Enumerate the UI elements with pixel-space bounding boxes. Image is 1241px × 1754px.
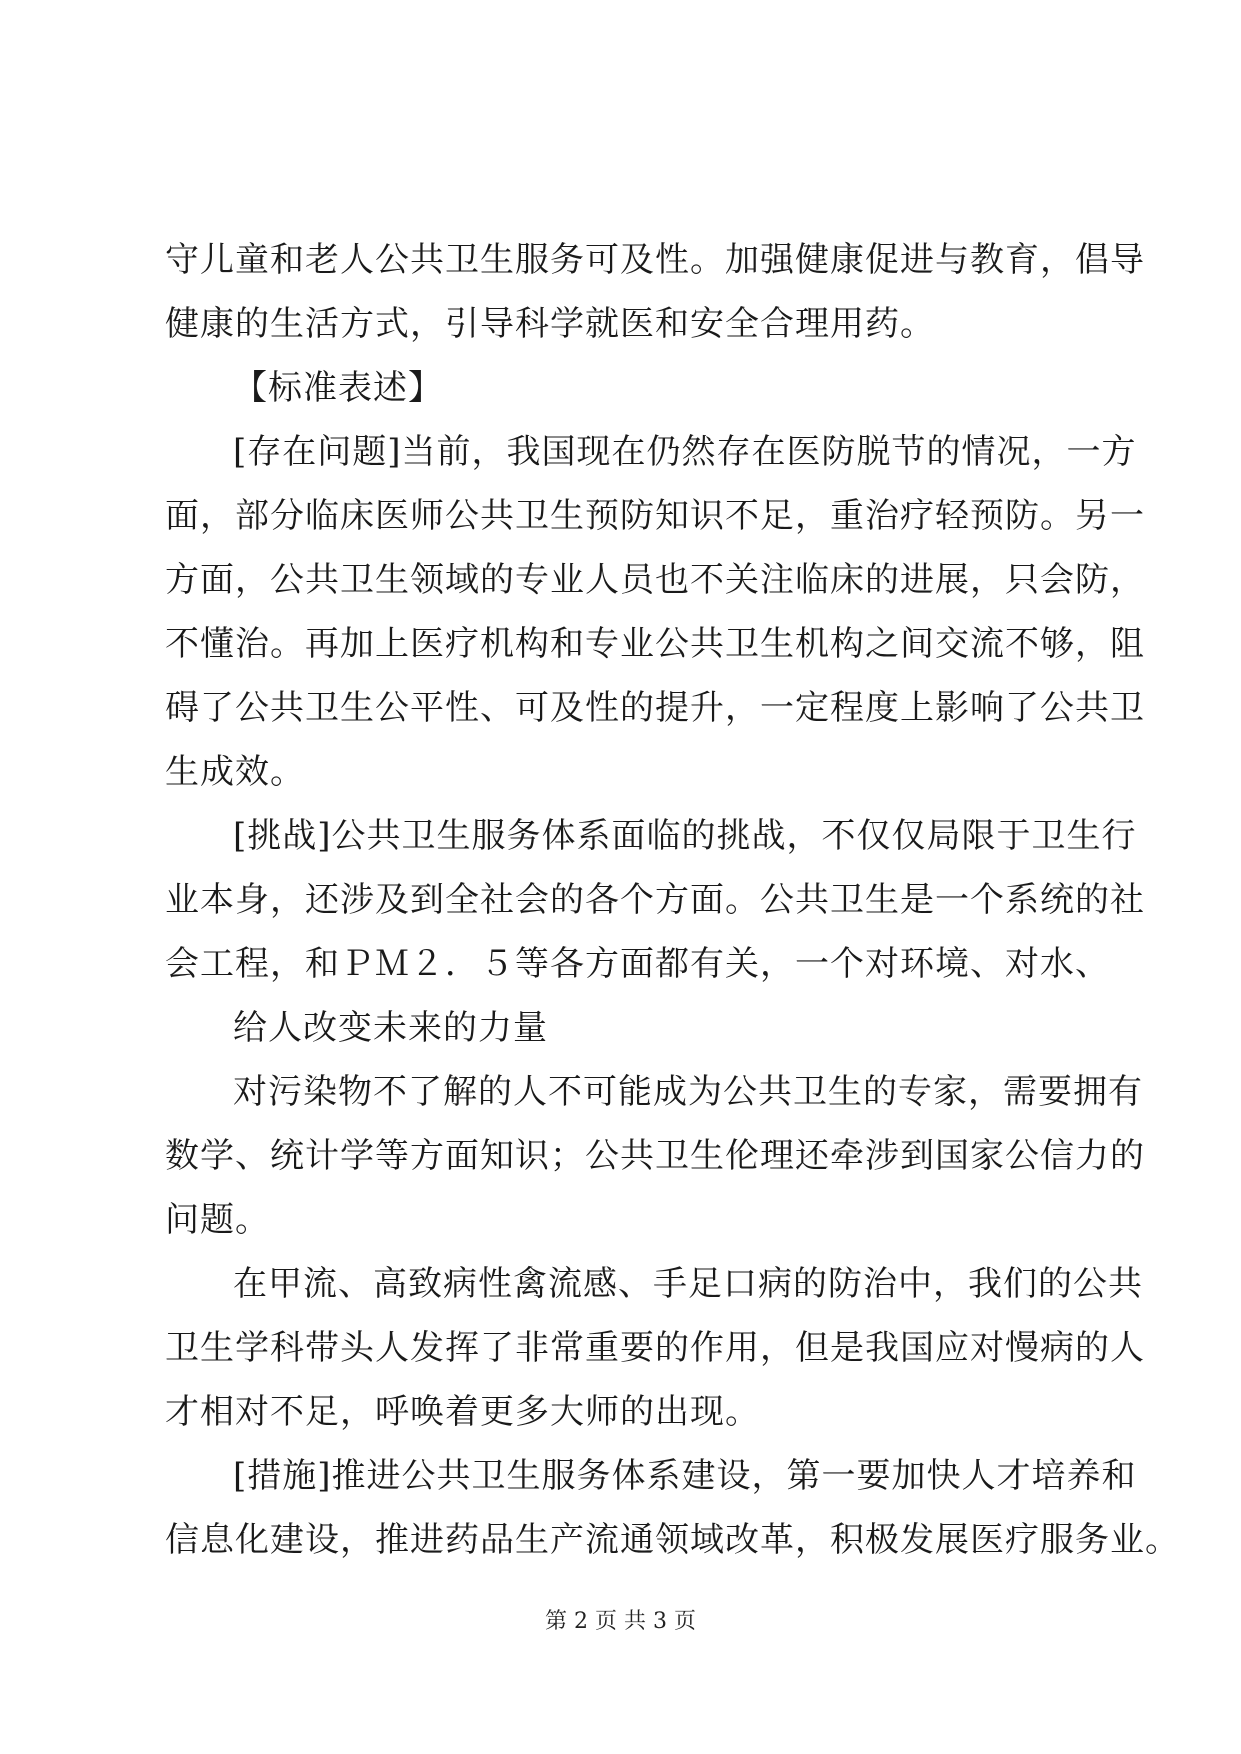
text-line: 信息化建设，推进药品生产流通领域改革，积极发展医疗服务业。 [165, 1520, 1180, 1560]
text-line: 碍了公共卫生公平性、可及性的提升，一定程度上影响了公共卫 [165, 688, 1145, 728]
text-line: 对污染物不了解的人不可能成为公共卫生的专家，需要拥有 [233, 1072, 1143, 1112]
text-line: 生成效。 [165, 752, 305, 792]
text-line: 问题。 [165, 1200, 270, 1240]
page-footer: 第 2 页 共 3 页 [545, 1609, 696, 1634]
text-line: [挑战]公共卫生服务体系面临的挑战，不仅仅局限于卫生行 [233, 816, 1137, 856]
text-line: [措施]推进公共卫生服务体系建设，第一要加快人才培养和 [233, 1456, 1137, 1496]
text-line: 业本身，还涉及到全社会的各个方面。公共卫生是一个系统的社 [165, 880, 1145, 920]
document-body [165, 228, 1180, 1572]
text-line: 给人改变未来的力量 [233, 1008, 548, 1048]
text-line: [存在问题]当前，我国现在仍然存在医防脱节的情况，一方 [233, 432, 1137, 472]
text-line: 会工程，和ＰＭ２．５等各方面都有关，一个对环境、对水、 [165, 944, 1110, 984]
text-line: 在甲流、高致病性禽流感、手足口病的防治中，我们的公共 [233, 1264, 1143, 1304]
text-line: 守儿童和老人公共卫生服务可及性。加强健康促进与教育，倡导 [165, 240, 1145, 280]
text-line: 数学、统计学等方面知识；公共卫生伦理还牵涉到国家公信力的 [165, 1136, 1145, 1176]
text-line: 不懂治。再加上医疗机构和专业公共卫生机构之间交流不够，阻 [165, 624, 1145, 664]
text-line: 面，部分临床医师公共卫生预防知识不足，重治疗轻预防。另一 [165, 496, 1145, 536]
text-line: 方面，公共卫生领域的专业人员也不关注临床的进展，只会防， [165, 560, 1145, 600]
text-line: 卫生学科带头人发挥了非常重要的作用，但是我国应对慢病的人 [165, 1328, 1145, 1368]
section-heading: 【标准表述】 [233, 368, 443, 408]
text-line: 才相对不足，呼唤着更多大师的出现。 [165, 1392, 760, 1432]
text-line: 健康的生活方式，引导科学就医和安全合理用药。 [165, 304, 935, 344]
